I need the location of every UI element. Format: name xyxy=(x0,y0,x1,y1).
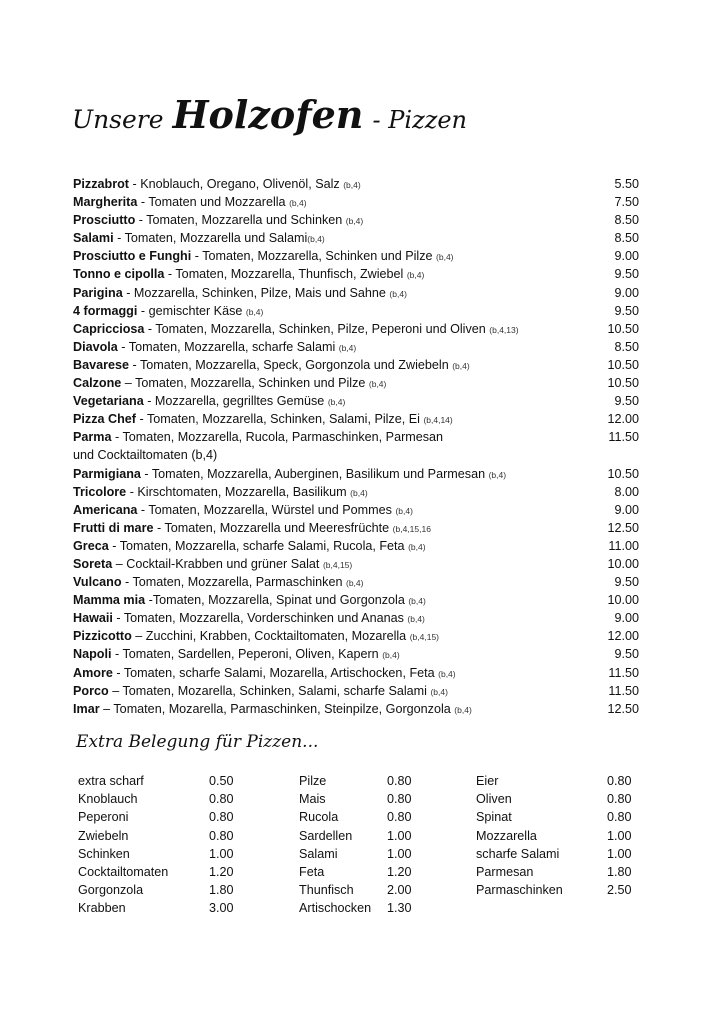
menu-item xyxy=(73,483,639,501)
extra-name: Thunfisch xyxy=(299,883,354,898)
pizza-description: Mozzarella, gegrilltes Gemüse xyxy=(154,394,328,409)
allergens: (b,4,15,16 xyxy=(392,523,431,534)
allergens: (b,4) xyxy=(395,505,413,516)
allergens: (b,4) xyxy=(327,397,346,408)
extra-item xyxy=(476,772,656,790)
title-part-1: Unsere xyxy=(72,105,164,134)
extra-price: 0.80 xyxy=(387,810,412,825)
pizza-description: Tomaten und Mozzarella xyxy=(148,195,290,210)
allergens: (b,4) xyxy=(245,306,264,317)
menu-item xyxy=(73,320,639,338)
pizza-name: Tricolore xyxy=(73,484,127,499)
pizza-description: Tomaten, Mozzarella, Vorderschinken und Ananas xyxy=(123,611,408,626)
pizza-price: 9.50 xyxy=(614,575,639,590)
separator: - xyxy=(137,502,149,517)
menu-item xyxy=(73,591,639,609)
title-part-2: Holzofen xyxy=(172,92,364,137)
extra-item xyxy=(299,772,459,790)
menu-item xyxy=(73,211,639,229)
allergens: (b,4) xyxy=(454,704,472,715)
separator: - xyxy=(153,520,165,535)
pizza-price: 9.50 xyxy=(614,647,639,662)
extra-price: 1.80 xyxy=(607,864,632,879)
pizza-name: 4 formaggi xyxy=(73,303,138,318)
pizza-description: Zucchini, Krabben, Cocktailtomaten, Mozarella xyxy=(145,629,410,644)
menu-item xyxy=(73,338,639,356)
pizza-name: Frutti di mare xyxy=(73,520,154,535)
pizza-description: Tomaten, Mozzarella, Thunfisch, Zwiebel xyxy=(175,267,407,282)
pizza-name: Amore xyxy=(73,665,113,680)
separator: - xyxy=(111,430,123,445)
separator: - xyxy=(117,339,129,354)
pizza-description: Tomaten, Mozarella, Schinken, Salami, scharfe Salami xyxy=(122,683,431,698)
extra-price: 1.00 xyxy=(607,846,632,861)
extra-item xyxy=(78,881,278,899)
menu-item xyxy=(73,501,639,519)
extra-item xyxy=(299,827,459,845)
extra-name: Krabben xyxy=(78,901,126,916)
extra-name: Feta xyxy=(299,864,325,879)
separator: - xyxy=(112,665,124,680)
menu-item xyxy=(73,573,639,591)
extra-item xyxy=(476,827,656,845)
separator: - xyxy=(143,394,155,409)
allergens: (b,4) xyxy=(488,469,507,480)
extra-item xyxy=(78,808,278,826)
extra-price: 2.00 xyxy=(387,883,412,898)
allergens: (b,4) xyxy=(408,596,426,607)
separator: - xyxy=(108,538,120,553)
allergens: (b,4) xyxy=(350,487,368,498)
extra-name: Spinat xyxy=(476,810,512,825)
extra-item xyxy=(299,808,459,826)
pizza-price: 11.50 xyxy=(608,683,639,698)
extra-price: 1.00 xyxy=(607,828,632,843)
pizza-description: Tomaten, Mozzarella, Parmaschinken xyxy=(132,575,346,590)
allergens: (b,4) xyxy=(345,578,364,589)
extra-item xyxy=(78,899,278,917)
pizza-price: 10.00 xyxy=(607,593,639,608)
separator: - xyxy=(135,412,147,427)
pizza-name: Hawaii xyxy=(73,611,113,626)
extra-name: Mais xyxy=(299,792,326,807)
separator: - xyxy=(191,249,203,264)
extra-item xyxy=(78,827,278,845)
allergens: (b,4,13) xyxy=(489,324,519,335)
menu-item xyxy=(73,537,639,555)
separator: - xyxy=(121,575,133,590)
separator: - xyxy=(135,213,147,228)
pizza-name: Margherita xyxy=(73,195,138,210)
pizza-price: 9.00 xyxy=(614,285,639,300)
menu-item xyxy=(73,465,639,483)
menu-item xyxy=(73,356,639,374)
pizza-description: Tomaten, Mozzarella, Auberginen, Basilikum und Parmesan xyxy=(151,466,489,481)
pizza-description: Mozzarella, Schinken, Pilze, Mais und Sahne xyxy=(133,285,390,300)
pizza-price: 10.00 xyxy=(607,556,639,571)
pizza-price: 10.50 xyxy=(607,466,639,481)
pizza-name: Tonno e cipolla xyxy=(73,267,165,282)
extra-item xyxy=(299,863,459,881)
menu-item xyxy=(73,410,639,428)
pizza-price: 8.50 xyxy=(614,231,639,246)
extra-price: 0.80 xyxy=(607,792,632,807)
pizza-name: Calzone xyxy=(73,376,122,391)
pizza-name: Parmigiana xyxy=(73,466,141,481)
pizza-name: Parigina xyxy=(73,285,123,300)
menu-item xyxy=(73,247,639,265)
extra-item xyxy=(299,845,459,863)
pizza-name: Mamma mia xyxy=(73,593,146,608)
allergens: (b,4,15) xyxy=(409,632,439,643)
pizza-price: 9.50 xyxy=(614,303,639,318)
separator: - xyxy=(113,231,125,246)
pizza-price: 11.50 xyxy=(608,665,639,680)
menu-item xyxy=(73,609,639,627)
extra-name: Zwiebeln xyxy=(78,828,129,843)
pizza-name: Prosciutto e Funghi xyxy=(73,249,192,264)
menu-item xyxy=(73,664,639,682)
pizza-price: 12.00 xyxy=(607,412,639,427)
menu-item xyxy=(73,175,639,193)
extra-name: Oliven xyxy=(476,792,512,807)
extra-name: Parmesan xyxy=(476,864,534,879)
pizza-price: 12.50 xyxy=(607,520,639,535)
pizza-description: Tomaten, Mozzarella, Schinken, Salami, Pilze, Ei xyxy=(146,412,424,427)
pizza-description: Cocktail-Krabben und grüner Salat xyxy=(126,556,323,571)
extra-item xyxy=(78,863,278,881)
allergens: (b,4) xyxy=(338,342,357,353)
allergens: (b,4,15) xyxy=(322,559,353,570)
allergens: (b,4) xyxy=(368,379,387,390)
allergens: (b,4) xyxy=(343,180,361,190)
pizza-description: Tomaten, Mozarella, Parmaschinken, Steinpilze, Gorgonzola xyxy=(113,701,455,716)
menu-item xyxy=(73,392,639,410)
pizza-description: Tomaten, Mozzarella, scharfe Salami xyxy=(128,339,339,354)
extra-name: extra scharf xyxy=(78,774,144,788)
pizza-price: 5.50 xyxy=(614,177,639,191)
pizza-name: Soreta xyxy=(73,556,113,571)
extra-item xyxy=(78,790,278,808)
extras-title: Extra Belegung für Pizzen... xyxy=(76,732,319,752)
title-part-3: - Pizzen xyxy=(372,106,468,134)
extra-name: Salami xyxy=(299,846,338,861)
pizza-price: 12.50 xyxy=(607,701,639,716)
extra-name: Sardellen xyxy=(299,828,353,843)
pizza-price: 9.00 xyxy=(614,249,639,264)
extra-price: 0.50 xyxy=(209,774,234,788)
extra-item xyxy=(476,808,656,826)
extra-price: 0.80 xyxy=(607,774,632,788)
menu-item xyxy=(73,428,639,446)
pizza-price: 8.50 xyxy=(614,339,639,354)
allergens: (b,4) xyxy=(191,448,218,463)
allergens: (b,4) xyxy=(438,668,456,679)
separator: - xyxy=(137,303,149,318)
pizza-description: Tomaten, Sardellen, Peperoni, Oliven, Kapern xyxy=(122,647,383,662)
allergens: (b,4) xyxy=(389,288,407,299)
pizza-name: Pizzabrot xyxy=(73,177,129,191)
pizza-price: 10.50 xyxy=(607,376,639,391)
extra-name: Schinken xyxy=(78,846,130,861)
menu-item xyxy=(73,627,639,645)
allergens: (b,4) xyxy=(406,270,425,281)
extra-price: 0.80 xyxy=(607,810,632,825)
extra-item xyxy=(476,881,656,899)
extra-price: 1.80 xyxy=(209,883,234,898)
menu-item xyxy=(73,374,639,392)
extra-name: Cocktailtomaten xyxy=(78,864,169,879)
allergens: (b,4) xyxy=(407,614,425,625)
pizza-name: Diavola xyxy=(73,339,118,354)
pizza-list xyxy=(73,175,639,718)
pizza-name: Napoli xyxy=(73,647,112,662)
separator: - xyxy=(144,321,156,336)
separator: – xyxy=(108,683,123,698)
pizza-name: Pizzicotto xyxy=(73,629,132,644)
separator: - xyxy=(126,484,138,499)
pizza-description: Tomaten, Mozzarella, Würstel und Pommes xyxy=(148,502,396,517)
extra-name: Knoblauch xyxy=(78,792,138,807)
pizza-price: 10.50 xyxy=(607,357,639,372)
extra-price: 0.80 xyxy=(387,774,412,788)
pizza-description: Kirschtomaten, Mozzarella, Basilikum xyxy=(137,484,351,499)
pizza-name: Imar xyxy=(73,701,100,716)
pizza-price: 8.50 xyxy=(614,213,639,228)
pizza-price: 11.50 xyxy=(608,430,639,445)
menu-item xyxy=(73,193,639,211)
pizza-description: Tomaten, Mozzarella, Schinken und Pilze xyxy=(202,249,437,264)
extra-price: 0.80 xyxy=(209,792,234,807)
extra-name: Artischocken xyxy=(299,901,372,916)
extra-price: 0.80 xyxy=(209,810,234,825)
extra-item xyxy=(78,772,278,790)
extra-name: Pilze xyxy=(299,774,327,788)
pizza-name: Parma xyxy=(73,430,112,445)
extra-price: 1.00 xyxy=(387,846,412,861)
pizza-description: Tomaten, Mozzarella, Rucola, Parmaschinken, Parmesan xyxy=(122,430,444,445)
allergens: (b,4) xyxy=(430,686,448,697)
separator: - xyxy=(140,466,152,481)
pizza-name: Vegetariana xyxy=(73,394,144,409)
pizza-description: Tomaten, Mozzarella, Spinat und Gorgonzola xyxy=(152,593,409,608)
extra-price: 1.30 xyxy=(387,901,412,916)
allergens: (b,4) xyxy=(345,216,364,227)
separator: – xyxy=(121,376,136,391)
menu-item xyxy=(73,229,639,247)
pizza-description: Tomaten, Mozzarella, scharfe Salami, Rucola, Feta xyxy=(119,538,409,553)
extra-price: 3.00 xyxy=(209,901,234,916)
separator: – xyxy=(112,556,127,571)
extra-name: Rucola xyxy=(299,810,339,825)
allergens: (b,4,14) xyxy=(423,415,453,426)
extra-price: 1.00 xyxy=(209,846,234,861)
menu-item xyxy=(73,555,639,573)
separator: - xyxy=(111,647,123,662)
allergens: (b,4) xyxy=(289,198,307,209)
pizza-name: Bavarese xyxy=(73,357,130,372)
separator: - xyxy=(129,357,140,372)
extra-item xyxy=(299,899,459,917)
menu-title xyxy=(72,92,467,137)
pizza-name: Americana xyxy=(73,502,138,517)
extra-price: 0.80 xyxy=(209,828,234,843)
pizza-description: Tomaten, Mozzarella, Schinken und Pilze xyxy=(135,376,369,391)
pizza-price: 8.00 xyxy=(614,484,639,499)
pizza-description: Tomaten, Mozzarella und Meeresfrüchte xyxy=(164,520,393,535)
allergens: (b,4) xyxy=(307,234,325,245)
separator: - xyxy=(122,285,134,300)
allergens: (b,4) xyxy=(382,650,400,661)
pizza-price: 9.50 xyxy=(614,394,639,409)
menu-item xyxy=(73,284,639,302)
extra-name: Gorgonzola xyxy=(78,883,144,898)
pizza-price: 9.00 xyxy=(614,502,639,517)
allergens: (b,4) xyxy=(408,541,426,552)
pizza-name: Pizza Chef xyxy=(73,412,136,427)
extra-price: 1.20 xyxy=(209,864,234,879)
pizza-price: 9.50 xyxy=(614,267,639,282)
pizza-price: 9.00 xyxy=(614,611,639,626)
extra-name: Mozzarella xyxy=(476,828,537,843)
separator: - xyxy=(137,195,149,210)
pizza-price: 12.00 xyxy=(607,629,639,644)
extras-column-3 xyxy=(476,772,656,899)
menu-item xyxy=(73,302,639,320)
menu-item-continuation xyxy=(73,446,639,464)
separator: – xyxy=(131,629,146,644)
pizza-name: Capricciosa xyxy=(73,321,145,336)
menu-item xyxy=(73,519,639,537)
menu-item xyxy=(73,645,639,663)
extra-price: 0.80 xyxy=(387,792,412,807)
separator: - xyxy=(164,267,176,282)
extra-name: Parmaschinken xyxy=(476,883,563,898)
pizza-description: gemischter Käse xyxy=(148,303,246,318)
extra-item xyxy=(476,790,656,808)
extra-item xyxy=(299,881,459,899)
separator: – xyxy=(99,701,114,716)
pizza-name: Porco xyxy=(73,683,109,698)
extras-column-1 xyxy=(78,772,278,918)
pizza-name: Greca xyxy=(73,538,109,553)
pizza-description: Tomaten, Mozzarella, Speck, Gorgonzola und Zwiebeln xyxy=(140,357,453,372)
menu-item xyxy=(73,700,639,718)
pizza-name: Prosciutto xyxy=(73,213,136,228)
extra-name: Peperoni xyxy=(78,810,129,825)
extra-price: 2.50 xyxy=(607,883,632,898)
extras-column-2 xyxy=(299,772,459,918)
pizza-price: 7.50 xyxy=(614,195,639,210)
pizza-description: Tomaten, Mozzarella und Salami xyxy=(124,231,308,246)
allergens: (b,4) xyxy=(452,360,470,371)
extra-name: Eier xyxy=(476,774,499,788)
menu-item xyxy=(73,682,639,700)
pizza-name: Salami xyxy=(73,231,114,246)
pizza-price: 10.50 xyxy=(607,321,639,336)
allergens: (b,4) xyxy=(436,252,454,263)
pizza-name: Vulcano xyxy=(73,575,122,590)
separator: - xyxy=(145,593,153,608)
extra-item xyxy=(299,790,459,808)
separator: - xyxy=(112,611,124,626)
menu-item xyxy=(73,265,639,283)
extra-item xyxy=(476,845,656,863)
pizza-description: Tomaten, Mozzarella und Schinken xyxy=(146,213,346,228)
pizza-description: Tomaten, Mozzarella, Schinken, Pilze, Peperoni und Oliven xyxy=(155,321,490,336)
extra-price: 1.00 xyxy=(387,828,412,843)
extra-price: 1.20 xyxy=(387,864,412,879)
pizza-description: Knoblauch, Oregano, Olivenöl, Salz xyxy=(140,177,344,191)
pizza-description: Tomaten, scharfe Salami, Mozarella, Artischocken, Feta xyxy=(123,665,439,680)
extra-item xyxy=(78,845,278,863)
separator: - xyxy=(128,177,141,191)
extra-item xyxy=(476,863,656,881)
pizza-description-cont: und Cocktailtomaten xyxy=(73,448,192,463)
extra-name: scharfe Salami xyxy=(476,846,560,861)
pizza-price: 11.00 xyxy=(608,538,639,553)
